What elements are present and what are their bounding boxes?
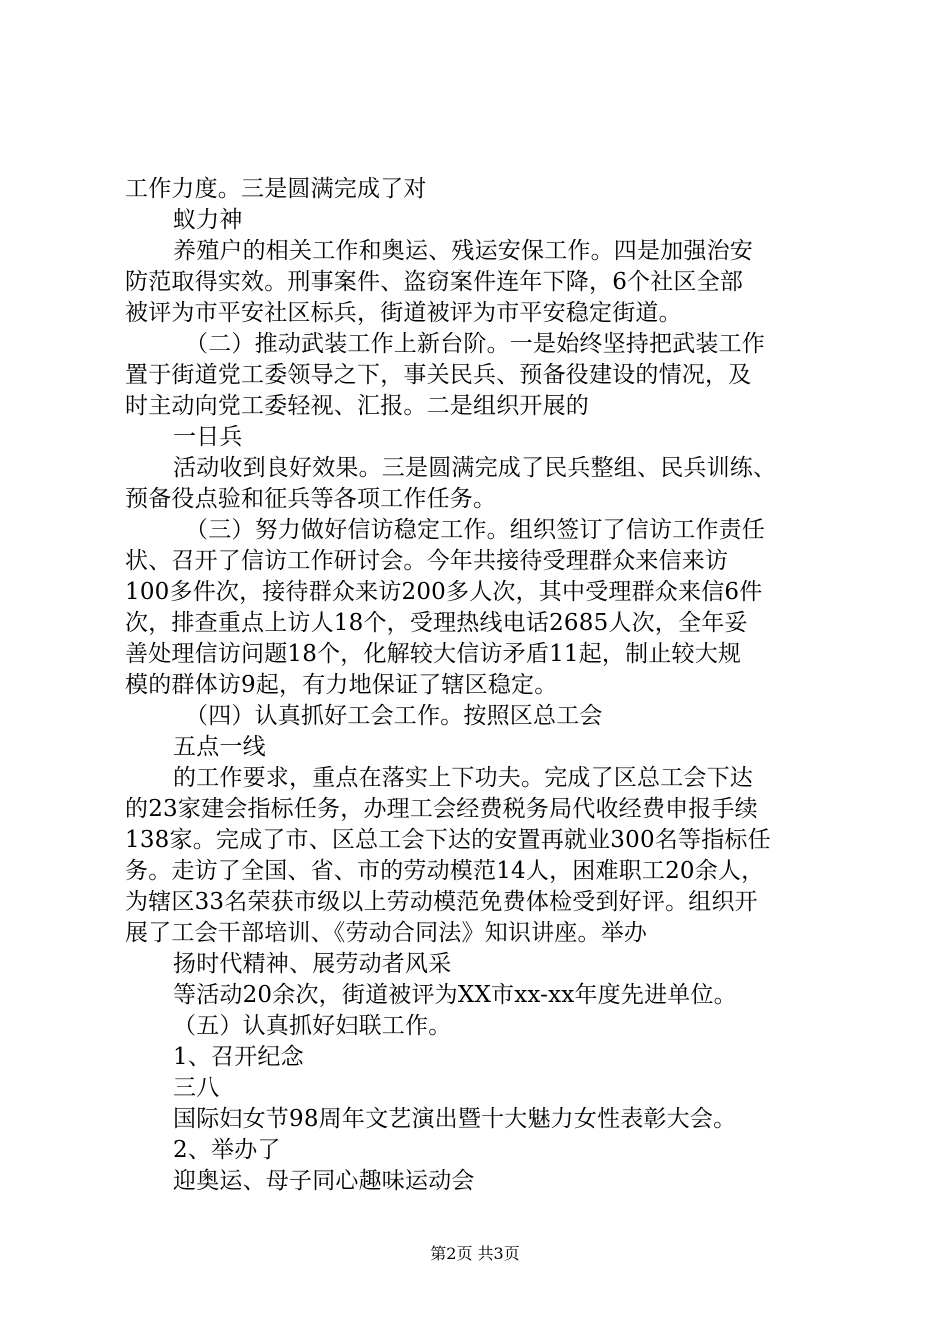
text-line: 置于街道党工委领导之下，事关民兵、预备役建设的情况，及 [125, 362, 752, 388]
text-line: 2、举办了 [173, 1137, 281, 1163]
text-line: 状、召开了信访工作研讨会。今年共接待受理群众来信来访 [125, 548, 729, 574]
text-line: 一日兵 [173, 424, 243, 450]
text-line: 防范取得实效。刑事案件、盗窃案件连年下降，6个社区全部 [125, 269, 744, 295]
text-line: 善处理信访问题18个，化解较大信访矛盾11起，制止较大规 [125, 641, 742, 667]
text-line: （二）推动武装工作上新台阶。一是始终坚持把武装工作 [185, 331, 765, 357]
text-line: 三八 [173, 1075, 220, 1101]
text-line: 时主动向党工委轻视、汇报。二是组织开展的 [125, 393, 589, 419]
text-line: 务。走访了全国、省、市的劳动模范14人，困难职工20余人， [125, 858, 765, 884]
text-line: 100多件次，接待群众来访200多人次，其中受理群众来信6件 [125, 579, 763, 605]
text-line: 五点一线 [173, 734, 266, 760]
text-line: 被评为市平安社区标兵，街道被评为市平安稳定街道。 [125, 300, 682, 326]
page-footer: 第2页 共3页 [430, 1244, 520, 1263]
text-line: 养殖户的相关工作和奥运、残运安保工作。四是加强治安 [173, 238, 753, 264]
text-line: 次，排查重点上访人18个，受理热线电话2685人次，全年妥 [125, 610, 748, 636]
text-line: 的工作要求，重点在落实上下功夫。完成了区总工会下达 [173, 765, 753, 791]
text-line: 扬时代精神、展劳动者风采 [173, 951, 452, 977]
text-line: 展了工会干部培训、《劳动合同法》知识讲座。举办 [125, 920, 648, 946]
text-line: 工作力度。三是圆满完成了对 [125, 176, 427, 202]
text-line: 等活动20余次，街道被评为XX市xx-xx年度先进单位。 [173, 982, 737, 1008]
text-line: 模的群体访9起，有力地保证了辖区稳定。 [125, 672, 558, 698]
text-line: （三）努力做好信访稳定工作。组织签订了信访工作责任 [185, 517, 765, 543]
text-line: 1、召开纪念 [173, 1044, 304, 1070]
text-line: 预备役点验和征兵等各项工作任务。 [125, 486, 497, 512]
text-line: 为辖区33名荣获市级以上劳动模范免费体检受到好评。组织开 [125, 889, 758, 915]
text-line: （四）认真抓好工会工作。按照区总工会 [185, 703, 603, 729]
text-line: 迎奥运、母子同心趣味运动会 [173, 1168, 475, 1194]
text-line: 蚁力神 [173, 207, 243, 233]
text-line: 活动收到良好效果。三是圆满完成了民兵整组、民兵训练、 [173, 455, 777, 481]
text-line: 国际妇女节98周年文艺演出暨十大魅力女性表彰大会。 [173, 1106, 737, 1132]
text-line: （五）认真抓好妇联工作。 [173, 1013, 452, 1039]
text-line: 138家。完成了市、区总工会下达的安置再就业300名等指标任 [125, 827, 771, 853]
text-line: 的23家建会指标任务，办理工会经费税务局代收经费申报手续 [125, 796, 758, 822]
document-body [125, 174, 845, 1197]
